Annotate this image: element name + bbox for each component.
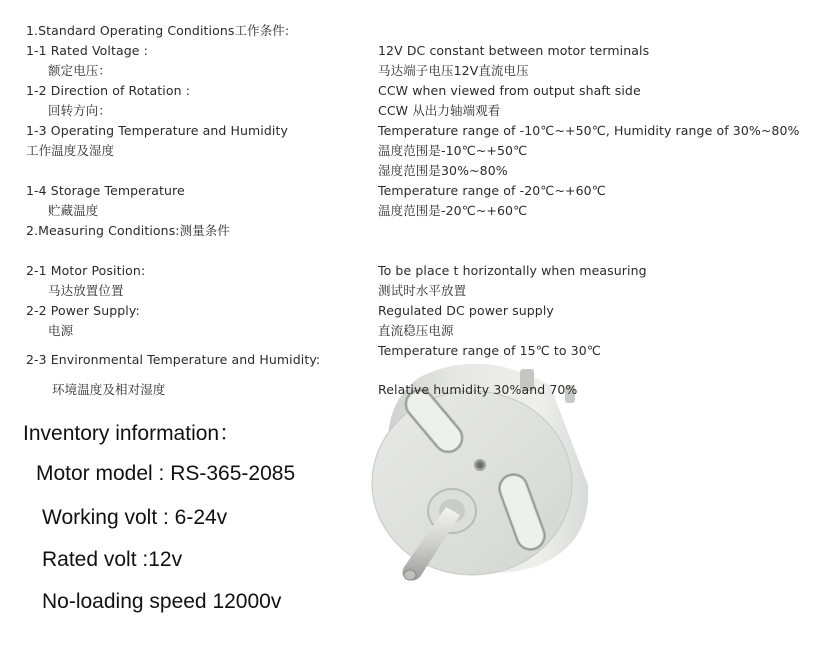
power-supply-label-cn: 电源 [48, 323, 74, 338]
power-supply-value-cn: 直流稳压电源 [378, 323, 454, 338]
rotation-direction-value-cn: CCW 从出力轴端观看 [378, 103, 501, 118]
operating-humidity-value-cn: 湿度范围是30%~80% [378, 163, 508, 178]
motor-position-label: 2-1 Motor Position: [26, 263, 146, 278]
storage-temp-label-cn: 贮藏温度 [48, 203, 99, 218]
rotation-direction-label: 1-2 Direction of Rotation : [26, 83, 191, 98]
rated-volt: Rated volt :12v [42, 548, 183, 571]
no-loading-speed: No-loading speed 12000v [42, 590, 282, 613]
rotation-direction-label-cn: 回转方向： [48, 103, 112, 118]
heading-standard-operating-conditions: 1.Standard Operating Conditions工作条件: [26, 23, 290, 38]
operating-temp-value-cn1: 温度范围是-10℃~+50℃ [378, 143, 528, 158]
motor-position-value: To be place t horizontally when measuring [378, 263, 647, 278]
inventory-title: Inventory information： [23, 422, 241, 445]
operating-temp-label: 1-3 Operating Temperature and Humidity [26, 123, 288, 138]
rated-voltage-label: 1-1 Rated Voltage : [26, 43, 148, 58]
rotation-direction-value: CCW when viewed from output shaft side [378, 83, 641, 98]
rated-voltage-value: 12V DC constant between motor terminals [378, 43, 650, 58]
operating-temp-value: Temperature range of -10℃~+50℃, Humidity range of 30%~80% [378, 123, 800, 138]
storage-temp-value-cn: 温度范围是-20℃~+60℃ [378, 203, 528, 218]
environment-label-cn: 环境温度及相对湿度 [52, 382, 166, 397]
environment-label: 2-3 Environmental Temperature and Humidity: [26, 352, 321, 367]
storage-temp-label: 1-4 Storage Temperature [26, 183, 185, 198]
environment-temp-value: Temperature range of 15℃ to 30℃ [378, 343, 601, 358]
environment-humidity-value: Relative humidity 30%and 70% [378, 382, 578, 397]
power-supply-value: Regulated DC power supply [378, 303, 554, 318]
heading-measuring-conditions: 2.Measuring Conditions:测量条件 [26, 223, 231, 238]
power-supply-label: 2-2 Power Supply: [26, 303, 140, 318]
motor-position-label-cn: 马达放置位置 [48, 283, 124, 298]
motor-position-value-cn: 测试时水平放置 [378, 283, 467, 298]
motor-model: Motor model : RS-365-2085 [36, 462, 296, 485]
working-volt: Working volt : 6-24v [42, 506, 228, 529]
storage-temp-value: Temperature range of -20℃~+60℃ [378, 183, 606, 198]
rated-voltage-label-cn: 额定电压： [48, 63, 112, 78]
operating-temp-label-cn: 工作温度及湿度 [26, 143, 115, 158]
rated-voltage-value-cn: 马达端子电压12V直流电压 [378, 63, 529, 78]
